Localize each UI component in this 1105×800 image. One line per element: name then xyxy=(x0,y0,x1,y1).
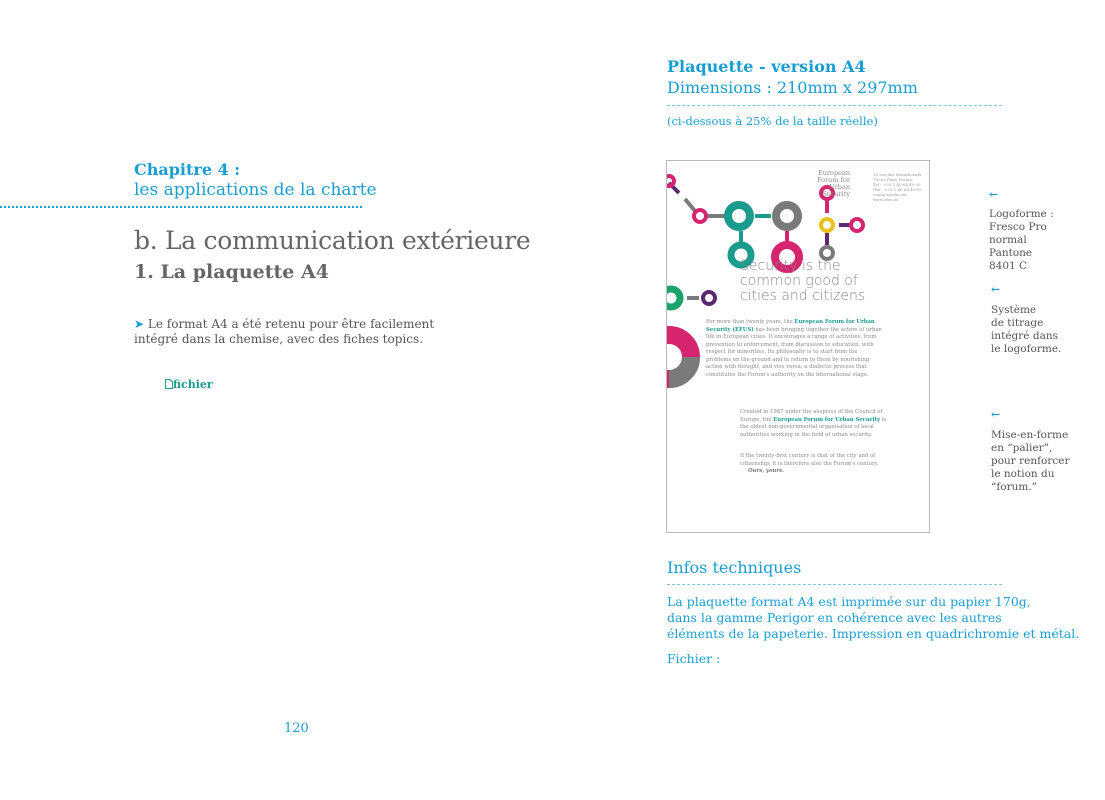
thumb-org-line: Security xyxy=(822,190,851,198)
annotation-layout xyxy=(991,429,1070,494)
chapter-title: les applications de la charte xyxy=(134,180,377,200)
thumb-signature: Ours, yours. xyxy=(748,468,785,474)
brochure-dimensions: Dimensions : 210mm x 297mm xyxy=(667,78,918,97)
annotation-line: le logoforme. xyxy=(991,343,1062,355)
intro-paragraph xyxy=(134,317,454,347)
logoforme-ring-accent xyxy=(669,357,691,379)
annotation-line: Fresco Pro xyxy=(989,221,1047,233)
tech-info-body xyxy=(667,594,1087,642)
annotation-line: Logoforme : xyxy=(989,208,1054,220)
thumb-address-line: www.efus.eu xyxy=(873,197,899,202)
thumb-org-line: Urban xyxy=(829,183,851,191)
annotation-line: normal xyxy=(989,234,1027,246)
left-arrow-icon: ← xyxy=(989,188,999,201)
thumb-address xyxy=(873,172,922,202)
thumb-paragraph-2 xyxy=(740,409,892,439)
thumb-headline-line: Security is the xyxy=(740,258,841,274)
thumb-org-highlight: European Forum for Urban Security xyxy=(773,416,881,423)
intro-line: Le format A4 a été retenu pour être facilement xyxy=(147,317,435,331)
annotation-line: le notion du xyxy=(991,468,1055,480)
scale-note: (ci-dessous à 25% de la taille réelle) xyxy=(667,114,878,128)
thumb-address-line: Tel : +33 1 40 64 49 00 xyxy=(873,182,921,187)
brochure-thumbnail xyxy=(666,160,930,533)
tech-info-line: La plaquette format A4 est imprimée sur du papier 170g, xyxy=(667,594,1031,609)
thumb-address-line: contact@efus.eu xyxy=(873,192,907,197)
left-arrow-icon: ← xyxy=(991,408,1001,421)
annotation-titling xyxy=(991,304,1061,356)
thumb-paragraph-3 xyxy=(740,453,892,476)
thumb-text: For more than twenty years, the xyxy=(706,319,795,325)
thumb-address-line: Fax : +33 1 40 64 49 10 xyxy=(873,187,922,192)
file-link-label: fichier xyxy=(173,378,213,391)
thumb-text: has been bringing together the actors of urban life in European cities. It encourages a range of activities, from prevention to enforcement, from discussion to education, with respect for minorities. Its philosophy is to start from the problems on the ground and to return to them by nourishing action with thought, and vice versa; a dialectic process that constitutes the Forum's authority on the international stage. xyxy=(706,326,882,378)
bullet-arrow-icon: ➤ xyxy=(134,317,145,331)
annotation-line: intégré dans xyxy=(991,330,1058,342)
thumb-org-name xyxy=(817,170,850,198)
annotation-line: en “palier”, xyxy=(991,442,1053,454)
tech-info-title: Infos techniques xyxy=(667,558,802,577)
brochure-title: Plaquette - version A4 xyxy=(667,57,866,76)
thumb-org-line: Forum for xyxy=(817,176,851,184)
tech-info-file: Fichier : xyxy=(667,651,721,666)
annotation-line: 8401 C xyxy=(989,260,1028,272)
thumb-text: If the twenty-first century is that of the city and of citizenship, it is therefore also the Forum's century. xyxy=(740,453,879,467)
thumb-headline xyxy=(740,259,865,304)
annotation-line: pour renforcer xyxy=(991,455,1070,467)
chapter-number: Chapitre 4 : xyxy=(134,160,241,179)
header-divider xyxy=(667,105,1002,106)
thumb-headline-line: cities and citizens xyxy=(740,288,866,304)
tech-info-divider xyxy=(667,584,1002,585)
tech-info-line: dans la gamme Perigor en cohérence avec les autres xyxy=(667,610,1002,625)
chapter-divider xyxy=(0,206,362,208)
thumb-text: is the oldest non-governmental organisation of local authorities working in the field of urban security. xyxy=(740,416,887,438)
file-icon xyxy=(165,379,173,389)
thumb-address-line: 75020 Paris France xyxy=(873,177,913,182)
thumb-org-line: European xyxy=(818,169,851,177)
page-number: 120 xyxy=(284,721,309,736)
section-title: b. La communication extérieure xyxy=(134,226,531,255)
thumb-text: Created in 1987 under the auspices of the Council of Europe, the xyxy=(740,409,883,423)
thumb-org-highlight: European Forum for Urban Security (EFUS) xyxy=(706,319,875,333)
annotation-line: Système xyxy=(991,304,1037,316)
annotation-line: Pantone xyxy=(989,247,1033,259)
annotation-logoforme xyxy=(989,208,1054,273)
thumb-address-line: 10 rue des Montiboeufs xyxy=(873,172,922,177)
annotation-line: “forum.” xyxy=(991,481,1038,493)
file-link[interactable] xyxy=(165,378,213,391)
thumb-paragraph-1 xyxy=(706,319,884,379)
intro-line: intégré dans la chemise, avec des fiches topics. xyxy=(134,332,423,346)
sub-title: 1. La plaquette A4 xyxy=(134,261,329,283)
tech-info-line: éléments de la papeterie. Impression en quadrichromie et métal. xyxy=(667,626,1080,641)
annotation-line: Mise-en-forme xyxy=(991,429,1069,441)
left-arrow-icon: ← xyxy=(991,283,1001,296)
thumb-headline-line: common good of xyxy=(740,273,858,289)
annotation-line: de titrage xyxy=(991,317,1044,329)
